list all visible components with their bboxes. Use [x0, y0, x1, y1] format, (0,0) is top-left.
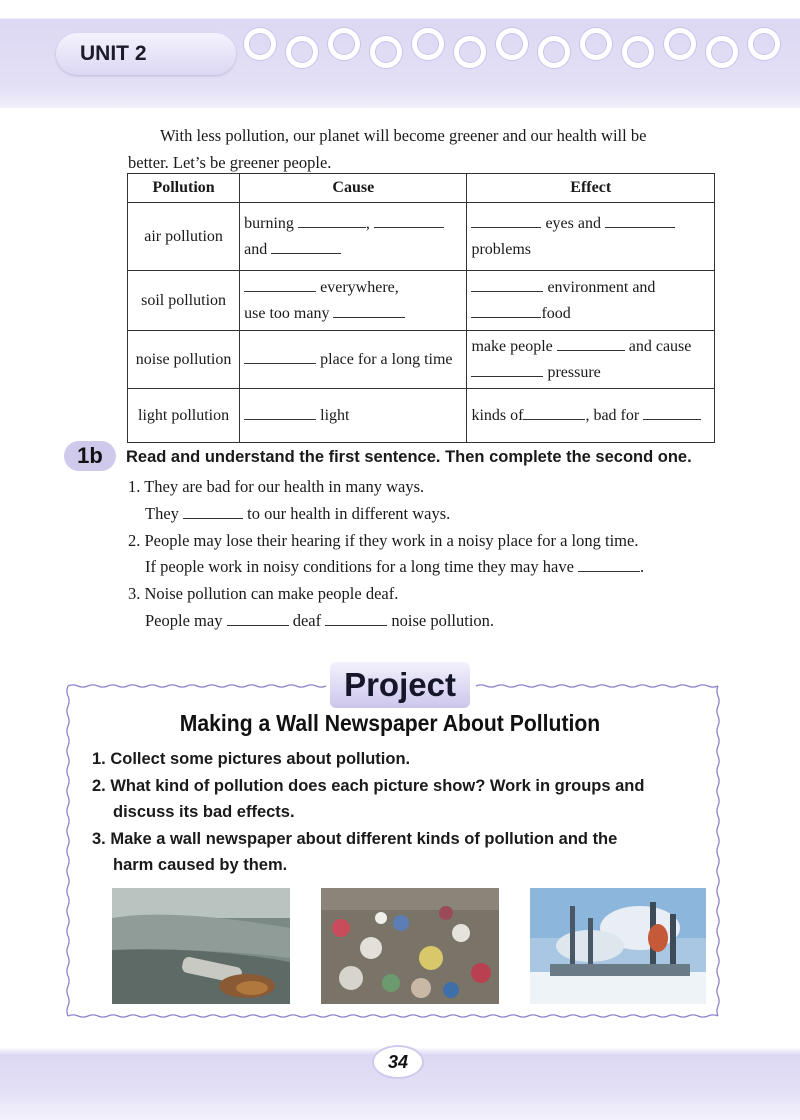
intro-line-2: better. Let’s be greener people.: [128, 153, 332, 172]
intro-line-1: With less pollution, our planet will become greener and our health will be: [160, 126, 647, 145]
pollution-cell: light pollution: [128, 389, 240, 443]
answer-text: People may: [145, 610, 223, 630]
cause-text: and: [244, 240, 268, 258]
effect-text: , bad for: [585, 406, 640, 424]
project-subtitle: Making a Wall Newspaper About Pollution: [179, 710, 601, 736]
cause-text: ,: [365, 214, 370, 232]
project-steps: [92, 746, 712, 879]
cause-text: everywhere,: [320, 278, 399, 296]
unit-label: UNIT 2: [80, 42, 147, 65]
answer-text: deaf: [292, 610, 322, 630]
exercise-sentence: 3. Noise pollution can make people deaf.: [128, 584, 399, 604]
project-title: Project: [330, 662, 470, 708]
project-step-continued: harm caused by them.: [113, 856, 288, 874]
effect-text: problems: [471, 240, 531, 258]
answer-text: .: [640, 557, 645, 577]
page-number: 34: [372, 1045, 424, 1079]
effect-text: environment and: [547, 278, 656, 296]
project-step: 2. What kind of pollution does each picture show? Work in groups and: [92, 776, 645, 795]
cause-text: place for a long time: [320, 350, 453, 368]
project-step: 1. Collect some pictures about pollution.: [92, 750, 411, 768]
effect-text: kinds of: [471, 406, 524, 424]
project-step-continued: discuss its bad effects.: [113, 803, 295, 821]
cause-text: use too many: [244, 304, 330, 322]
effect-text: food: [541, 304, 571, 322]
effect-text: and cause: [628, 337, 692, 355]
pollution-cell: noise pollution: [128, 331, 240, 389]
exercise-instruction: Read and understand the first sentence. Then complete the second one.: [126, 448, 692, 466]
answer-text: noise pollution.: [391, 610, 495, 630]
effect-text: make people: [471, 337, 553, 355]
water-pollution-photo: [112, 888, 290, 1004]
answer-text: They: [145, 503, 179, 523]
header-effect: Effect: [467, 174, 715, 203]
effect-text: eyes and: [545, 214, 601, 232]
exercise-sentence: 1. They are bad for our health in many ways.: [128, 477, 425, 496]
answer-text: If people work in noisy conditions for a long time they may have: [145, 557, 574, 577]
cause-text: light: [320, 406, 350, 424]
answer-text: to our health in different ways.: [247, 503, 451, 523]
project-step: 3. Make a wall newspaper about different kinds of pollution and the: [92, 829, 618, 848]
exercise-sentence: 2. People may lose their hearing if they work in a noisy place for a long time.: [128, 530, 639, 550]
air-pollution-photo: [530, 888, 706, 1004]
header-pollution: Pollution: [128, 174, 240, 203]
header-cause: Cause: [240, 174, 467, 203]
exercise-badge: 1b: [64, 441, 116, 471]
cause-text: burning: [244, 214, 294, 232]
pollution-cell: soil pollution: [128, 271, 240, 331]
pollution-cell: air pollution: [128, 203, 240, 271]
effect-text: pressure: [547, 363, 601, 381]
garbage-pollution-photo: [321, 888, 499, 1004]
